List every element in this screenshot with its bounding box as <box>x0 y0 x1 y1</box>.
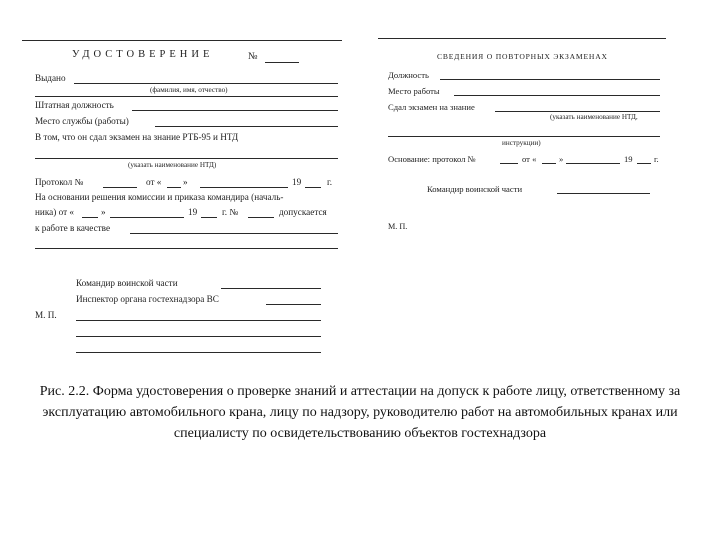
basis-year-blank <box>201 217 217 218</box>
protocol-year-blank <box>305 187 321 188</box>
issued-to-blank <box>74 83 338 84</box>
inspector-label: Инспектор органа гостехнадзора ВС <box>76 294 219 304</box>
basis-day-blank <box>82 217 98 218</box>
certificate-number-label: № <box>248 51 258 62</box>
signature-line-3 <box>76 352 321 353</box>
certificate-title: УДОСТОВЕРЕНИЕ <box>72 49 214 60</box>
certificate-number-blank <box>265 62 299 63</box>
ntd-blank <box>35 158 338 159</box>
exam-passed-blank <box>495 111 660 112</box>
signature-line-1 <box>76 320 321 321</box>
protocol-from: от « <box>146 177 162 187</box>
position-label: Штатная должность <box>35 100 114 110</box>
basis-quote-close: » <box>101 207 106 217</box>
name-hint: (фамилия, имя, отчество) <box>150 86 228 94</box>
right-protocol-year-abbr: г. <box>654 154 659 164</box>
workplace-blank <box>454 95 660 96</box>
basis-protocol-label: Основание: протокол № <box>388 154 476 164</box>
inspector-signature-blank <box>266 304 321 305</box>
position-blank <box>132 110 338 111</box>
basis-year-19: 19 <box>188 207 198 217</box>
work-as-blank <box>130 233 338 234</box>
right-seal-label: М. П. <box>388 222 408 231</box>
basis-line-1: На основании решения комиссии и приказа командира (началь- <box>35 192 284 202</box>
workplace-label: Место работы <box>388 86 440 96</box>
commander-label: Командир воинской части <box>76 278 178 288</box>
figure-caption: Рис. 2.2. Форма удостоверения о проверке знаний и аттестации на допуск к работе лицу, ответственному за эксплуатацию автомобильного крана, лицу по надзору, руководителю работ на автомобильных кранах или специалисту по освидетельствованию объектов гостехнадзора <box>39 384 681 441</box>
signature-line-2 <box>76 336 321 337</box>
instruction-hint-2: инструкции) <box>502 139 541 147</box>
right-protocol-from: от « <box>522 154 537 164</box>
right-protocol-year-19: 19 <box>624 154 633 164</box>
protocol-year-19: 19 <box>292 177 302 187</box>
protocol-month-blank <box>200 187 288 188</box>
issued-to-label: Выдано <box>35 73 66 83</box>
right-protocol-month-blank <box>566 163 620 164</box>
right-commander-signature-blank <box>557 193 650 194</box>
work-as-blank-2 <box>35 248 338 249</box>
protocol-day-blank <box>167 187 181 188</box>
exam-passed-label: Сдал экзамен на знание <box>388 102 475 112</box>
right-protocol-day-blank <box>542 163 556 164</box>
right-protocol-quote-close: » <box>559 154 564 164</box>
right-protocol-number-blank <box>500 163 518 164</box>
ntd-hint: (указать наименование НТД) <box>128 161 217 169</box>
exam-statement: В том, что он сдал экзамен на знание РТБ-95 и НТД <box>35 132 239 142</box>
protocol-year-abbr: г. <box>327 177 333 187</box>
protocol-quote-close: » <box>183 177 188 187</box>
work-as-label: к работе в качестве <box>35 223 111 233</box>
commander-signature-blank <box>221 288 321 289</box>
instruction-hint: (указать наименование НТД, <box>550 113 638 121</box>
protocol-label: Протокол № <box>35 177 84 187</box>
name-blank-2 <box>35 96 338 97</box>
right-commander-label: Командир воинской части <box>427 184 523 194</box>
right-position-blank <box>440 79 660 80</box>
right-position-label: Должность <box>388 70 429 80</box>
basis-line-2-start: ника) от « <box>35 207 74 217</box>
seal-label: М. П. <box>35 310 57 320</box>
top-border-line <box>22 40 342 41</box>
basis-order-num: г. № <box>222 207 239 217</box>
protocol-number-blank <box>103 187 137 188</box>
right-top-border-line <box>378 38 666 39</box>
basis-month-blank <box>110 217 184 218</box>
basis-order-blank <box>248 217 274 218</box>
place-of-service-label: Место службы (работы) <box>35 116 129 126</box>
repeat-exams-title: СВЕДЕНИЯ О ПОВТОРНЫХ ЭКЗАМЕНАХ <box>437 52 608 61</box>
right-protocol-year-blank <box>637 163 651 164</box>
basis-admitted: допускается <box>279 207 327 217</box>
exam-passed-blank-2 <box>388 136 660 137</box>
place-of-service-blank <box>155 126 338 127</box>
